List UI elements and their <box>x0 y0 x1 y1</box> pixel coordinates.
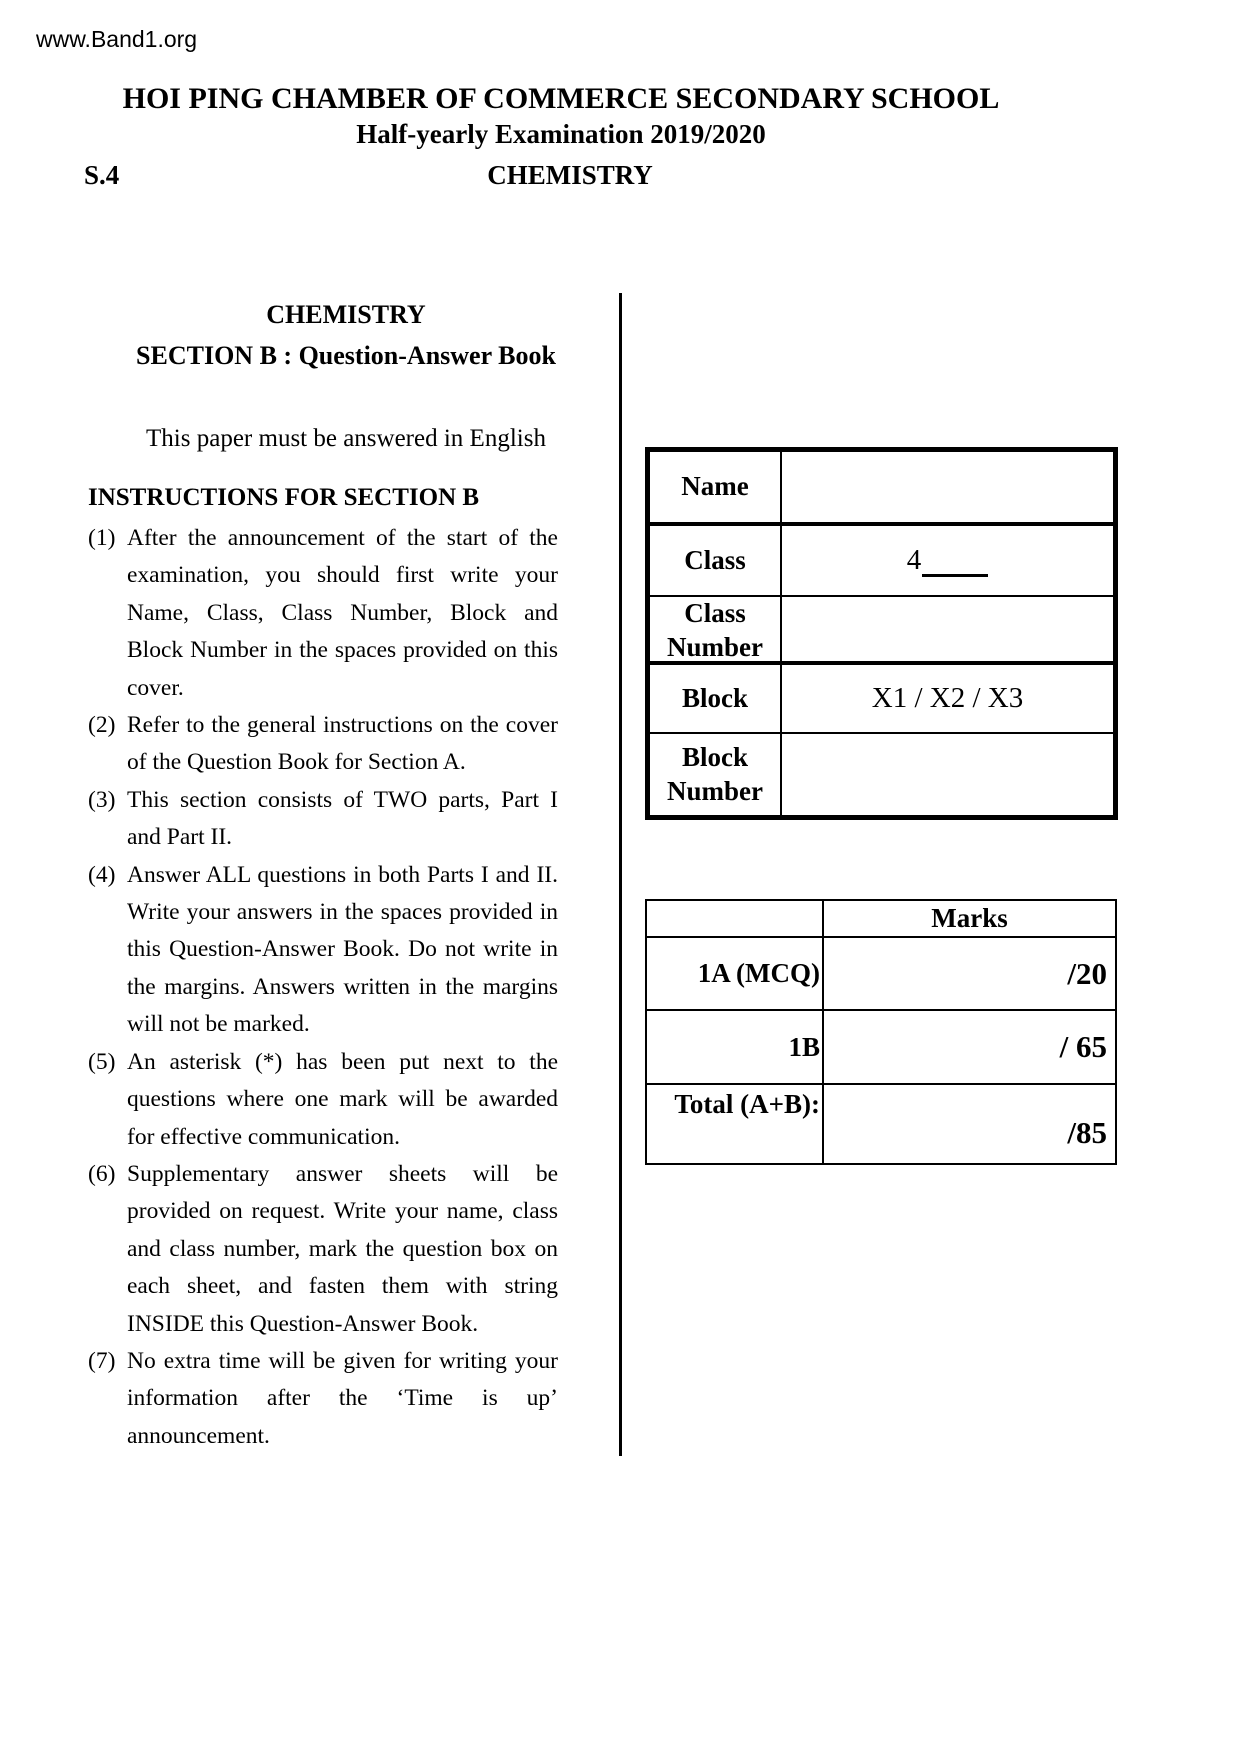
table-row <box>647 901 1115 938</box>
instruction-text: After the announcement of the start of the examination, you should first write your Name, Class, Class Number, Block and Block Number in the spaces provided on this cover. <box>127 525 558 701</box>
candidate-info-table <box>645 447 1118 820</box>
instruction-number: (3) <box>88 786 116 813</box>
table-row <box>650 597 1113 665</box>
instruction-item-7 <box>88 1343 558 1455</box>
instruction-item-4 <box>88 857 558 1044</box>
table-row <box>650 734 1113 815</box>
instruction-item-1 <box>88 520 558 707</box>
marks-header: Marks <box>931 903 1008 933</box>
instruction-number: (1) <box>88 525 116 551</box>
table-row <box>650 665 1113 734</box>
marks-1b-label: 1B <box>647 1011 824 1083</box>
name-label: Name <box>650 452 782 522</box>
class-label: Class <box>650 526 782 595</box>
instruction-item-2 <box>88 707 558 782</box>
instruction-item-6 <box>88 1156 558 1343</box>
marks-table <box>645 899 1117 1165</box>
table-row <box>650 526 1113 597</box>
class-value: 4 <box>906 544 922 576</box>
school-name: HOI PING CHAMBER OF COMMERCE SECONDARY SCHOOL <box>122 82 1000 115</box>
marks-1a-value: /20 <box>1067 955 1107 991</box>
language-note: This paper must be answered in English <box>146 425 546 452</box>
block-number-label: Block Number <box>650 734 782 815</box>
section-b-heading: SECTION B : Question-Answer Book <box>136 341 556 370</box>
instruction-number: (5) <box>88 1048 116 1075</box>
marks-header-spacer <box>647 901 824 936</box>
instruction-number: (2) <box>88 712 116 739</box>
instruction-text: This section consists of TWO parts, Part I and Part II. <box>127 786 558 851</box>
instruction-number: (6) <box>88 1160 116 1187</box>
class-field <box>782 526 1113 595</box>
exam-title: Half-yearly Examination 2019/2020 <box>356 119 766 149</box>
block-label: Block <box>650 665 782 732</box>
instructions-heading: INSTRUCTIONS FOR SECTION B <box>88 484 480 511</box>
marks-1b-value: / 65 <box>1059 1029 1107 1064</box>
subject-title: CHEMISTRY <box>487 160 653 190</box>
section-subject-heading: CHEMISTRY <box>266 300 426 329</box>
table-row <box>650 452 1113 526</box>
instructions-list <box>88 520 558 1455</box>
table-row <box>647 1085 1115 1163</box>
table-row <box>647 938 1115 1011</box>
site-watermark: www.Band1.org <box>36 26 198 52</box>
instruction-text: No extra time will be given for writing your information after the ‘Time is up’ announcement. <box>127 1347 558 1449</box>
block-number-field <box>782 734 1113 815</box>
instruction-text: An asterisk (*) has been put next to the questions where one mark will be awarded for effective communication. <box>127 1048 558 1150</box>
instruction-text: Supplementary answer sheets will be provided on request. Write your name, class and class number, mark the question box on each sheet, and fasten them with string INSIDE this Question-Answer Book. <box>127 1160 558 1337</box>
instruction-number: (7) <box>88 1347 116 1374</box>
block-field: X1 / X2 / X3 <box>871 682 1024 714</box>
table-row <box>647 1011 1115 1085</box>
instruction-number: (4) <box>88 861 116 888</box>
vertical-divider <box>619 293 622 1456</box>
class-number-field <box>782 597 1113 665</box>
form-level: S.4 <box>84 160 120 190</box>
marks-total-value: /85 <box>1067 1115 1107 1150</box>
marks-1a-label: 1A (MCQ) <box>647 938 824 1009</box>
class-blank-line <box>922 544 988 577</box>
class-number-label: Class Number <box>650 597 782 665</box>
marks-total-label: Total (A+B): <box>647 1085 824 1163</box>
name-field <box>782 452 1113 522</box>
instruction-text: Answer ALL questions in both Parts I and II. Write your answers in the spaces provided in this Question-Answer Book. Do not write in the margins. Answers written in the margins will not be marked. <box>127 861 558 1038</box>
instruction-item-5 <box>88 1044 558 1156</box>
instruction-text: Refer to the general instructions on the cover of the Question Book for Section A. <box>127 712 558 776</box>
instruction-item-3 <box>88 782 558 857</box>
